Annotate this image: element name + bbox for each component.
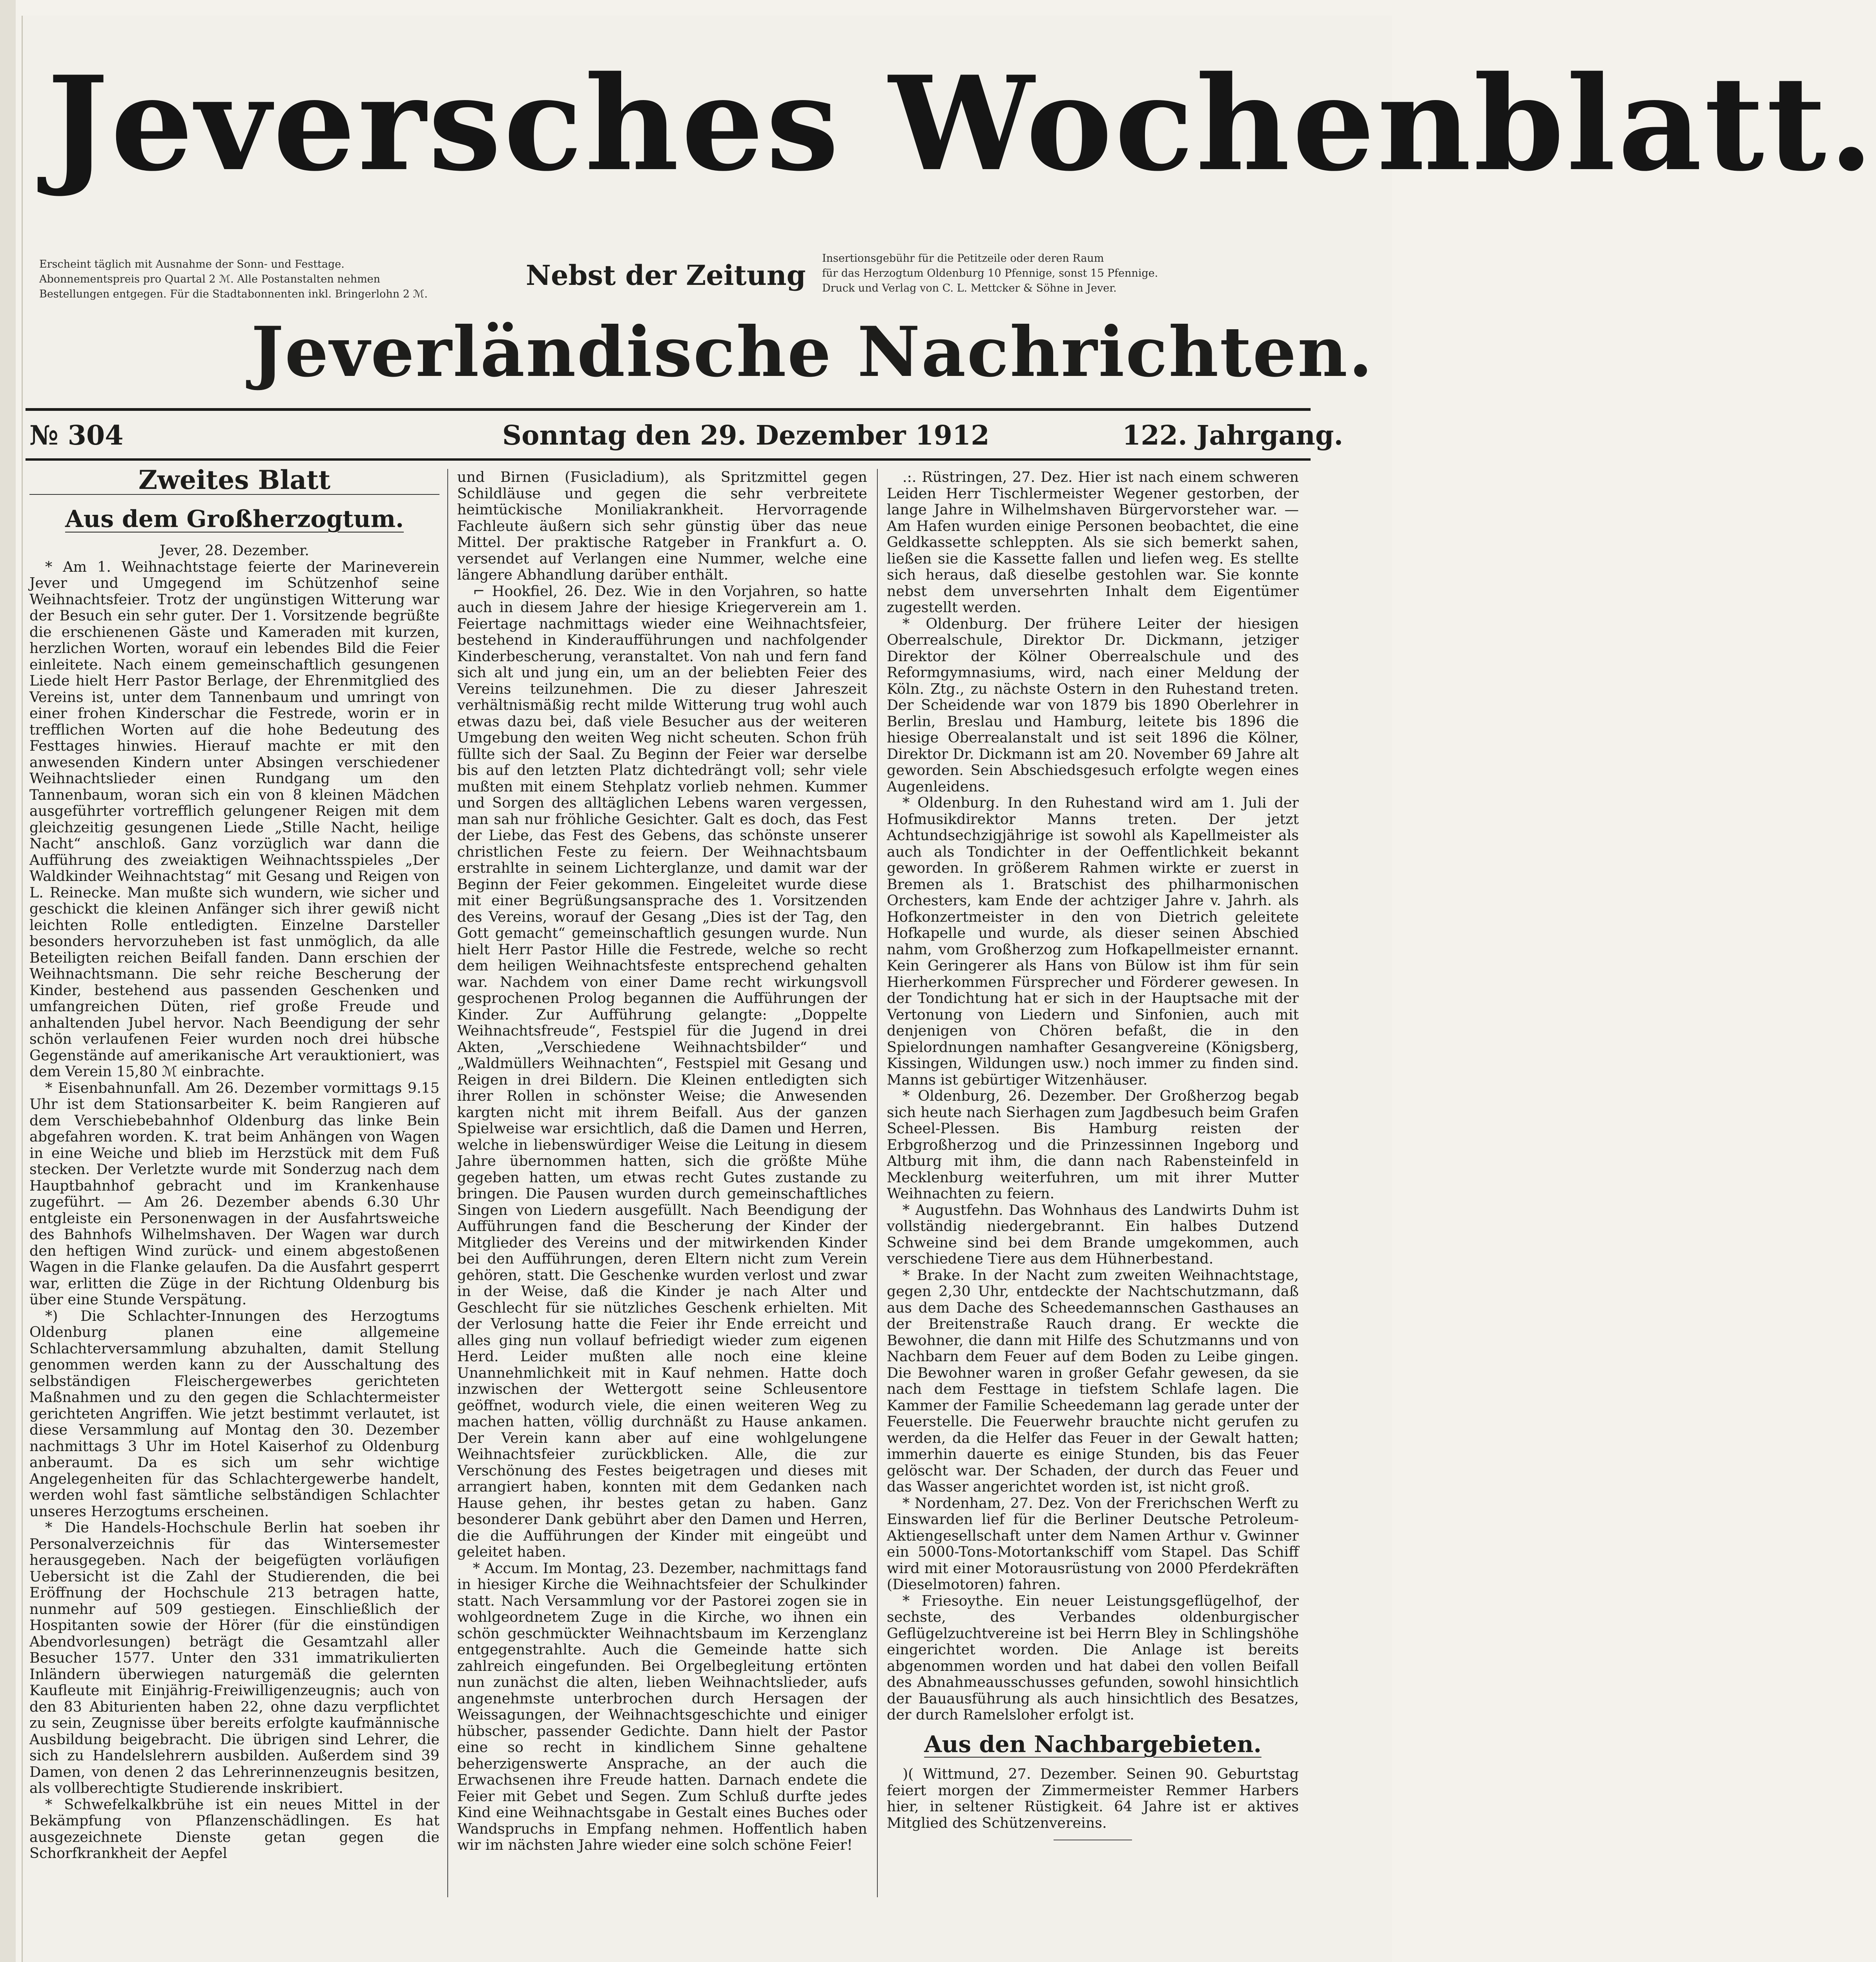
article-paragraph: * Oldenburg. Der frühere Leiter der hiesigen Oberrealschule, Direktor Dr. Dickmann, jetziger Direktor der Kölner Oberrealschule und des Reformgymnasiums, wird, nach einer Meldung der Köln. Ztg., zu nächste Ostern in den Ruhestand treten. Der Scheidende war von 1879 bis 1890 Oberlehrer in Berlin, Breslau und Hamburg, leitete bis 1896 die hiesige Oberrealanstalt und ist seit 1896 die Kölner, Direktor Dr. Dickmann ist am 20. November 69 Jahre alt geworden. Sein Abschiedsgesuch erfolgte wegen eines Augenleidens.	[887, 615, 1299, 795]
article-paragraph: * Accum. Im Montag, 23. Dezember, nachmittags fand in hiesiger Kirche die Weihnachtsfeier der Schulkinder statt. Nach Versammlung vor der Pastorei zogen sie in wohlgeordnetem Zuge in die Kirche, wo ihnen ein schön geschmückter Weihnachtsbaum im Kerzenglanz entgegenstrahlte. Auch die Gemeinde hatte sich zahlreich eingefunden. Bei Orgelbegleitung ertönten nun zunächst die alten, lieben Weihnachtslieder, aufs angenehmste unterbrochen durch Hersagen der Weissagungen, der Weihnachtsgeschichte und einiger hübscher, passender Gedichte. Dann hielt der Pastor eine so recht in kindlichem Sinne gehaltene beherzigenswerte Ansprache, an der auch die Erwachsenen ihre Freude hatten. Darnach endete die Feier mit Gebet und Segen. Zum Schluß durfte jedes Kind eine Weihnachtsgabe in Gestalt eines Buches oder Wandspruchs in Empfang nehmen. Hoffentlich haben wir im nächsten Jahre wieder eine solch schöne Feier!	[457, 1559, 867, 1853]
article-paragraph: * Brake. In der Nacht zum zweiten Weihnachtstage, gegen 2,30 Uhr, entdeckte der Nachtschutzmann, daß aus dem Dache des Scheedemannschen Gasthauses an der Breitenstraße Rauch drang. Er weckte die Bewohner, die dann mit Hilfe des Schutzmanns und von Nachbarn dem Feuer auf dem Boden zu Leibe gingen. Die Bewohner waren in großer Gefahr gewesen, da sie nach dem Festtage in tiefstem Schlafe lagen. Die Kammer der Familie Scheedemann lag gerade unter der Feuerstelle. Die Feuerwehr brauchte nicht gerufen zu werden, da die Helfer das Feuer in der Gewalt hatten; immerhin dauerte es einige Stunden, bis das Feuer gelöscht war. Der Schaden, der durch das Feuer und das Wasser angerichtet worden ist, ist nicht groß.	[887, 1266, 1299, 1495]
article-paragraph: * Eisenbahnunfall. Am 26. Dezember vormittags 9.15 Uhr ist dem Stationsarbeiter K. beim Rangieren auf dem Verschiebebahnhof Oldenburg das linke Bein abgefahren worden. K. trat beim Anhängen von Wagen in eine Weiche und blieb im Herzstück mit dem Fuß stecken. Der Verletzte wurde mit Sonderzug nach dem Hauptbahnhof gebracht und im Krankenhause zugeführt. — Am 26. Dezember abends 6.30 Uhr entgleiste ein Personenwagen in der Ausfahrtsweiche des Bahnhofs Wilhelmshaven. Der Wagen war durch den heftigen Wind zurück- und einem abgestoßenen Wagen in die Flanke gelaufen. Da die Ausfahrt gesperrt war, erlitten die Züge in der Richtung Oldenburg bis über eine Stunde Verspätung.	[29, 1079, 439, 1308]
insertion-info	[822, 251, 1158, 296]
scan-edge	[0, 0, 16, 1962]
article-paragraph: )( Wittmund, 27. Dezember. Seinen 90. Geburtstag feiert morgen der Zimmermeister Remmer Harbers hier, in seltener Rüstigkeit. 64 Jahre ist er aktives Mitglied des Schützenvereins.	[887, 1765, 1299, 1831]
issue-date: Sonntag den 29. Dezember 1912	[502, 420, 990, 451]
article-paragraph: * Friesoythe. Ein neuer Leistungsgeflügelhof, der sechste, des Verbandes oldenburgischer Geflügelzuchtvereine ist bei Herrn Bley in Schlingshöhe eingerichtet worden. Die Anlage ist bereits abgenommen worden und hat dabei den vollen Beifall des Abnahmeausschusses gefunden, sowohl hinsichtlich der Bauausführung als auch hinsichtlich des Besatzes, der durch Ramelsloher erfolgt ist.	[887, 1592, 1299, 1723]
issue-year: 122. Jahrgang.	[1122, 420, 1344, 451]
column-3	[887, 469, 1299, 1893]
column-1	[29, 465, 439, 1893]
column-2	[457, 469, 867, 1893]
column-divider	[877, 469, 878, 1897]
masthead-title: Jeversches Wochenblatt.	[47, 47, 1876, 200]
article-paragraph: * Am 1. Weihnachtstage feierte der Marineverein Jever und Umgegend im Schützenhof seine Weihnachtsfeier. Trotz der ungünstigen Witterung war der Besuch ein sehr guter. Der 1. Vorsitzende begrüßte die erschienenen Gäste und Kameraden mit kurzen, herzlichen Worten, worauf ein lebendes Bild die Feier einleitete. Nach einem gemeinschaftlich gesungenen Liede hielt Herr Pastor Berlage, der Ehrenmitglied des Vereins ist, unter dem Tannenbaum und umringt von einer frohen Kinderschar die Festrede, worin er in trefflichen Worten auf die hohe Bedeutung des Festtages hinwies. Hierauf machte er mit den anwesenden Kindern unter Absingen verschiedener Weihnachtslieder einen Rundgang um den Tannenbaum, woran sich ein von 8 kleinen Mädchen ausgeführter vortrefflich gelungener Reigen mit dem gleichzeitig gesungenen Liede „Stille Nacht, heilige Nacht“ anschloß. Ganz vorzüglich war dann die Aufführung des zweiaktigen Weihnachtsspieles „Der Waldkinder Weihnachtstag“ mit Gesang und Reigen von L. Reinecke. Man mußte sich wundern, wie sicher und geschickt die kleinen Anfänger sich ihrer gewiß nicht leichten Rolle entledigten. Einzelne Darsteller besonders hervorzuheben ist fast unmöglich, da alle Beteiligten reichen Beifall fanden. Dann erschien der Weihnachtsmann. Die sehr reiche Bescherung der Kinder, bestehend aus passenden Geschenken und umfangreichen Düten, rief große Freude und anhaltenden Jubel hervor. Nach Beendigung der sehr schön verlaufenen Feier wurden noch drei hübsche Gegenstände auf amerikanische Art verauktioniert, was dem Verein 15,80 ℳ einbrachte.	[29, 558, 439, 1080]
subscription-line: Bestellungen entgegen. Für die Stadtabonnenten inkl. Bringerlohn 2 ℳ.	[39, 288, 428, 300]
article-paragraph: * Schwefelkalkbrühe ist ein neues Mittel in der Bekämpfung von Pflanzenschädlingen. Es hat ausgezeichnete Dienste getan gegen die Schorfkrankheit der Aepfel	[29, 1796, 439, 1862]
masthead-subtitle: Jeverländische Nachrichten.	[251, 312, 1374, 392]
article-paragraph: * Die Handels-Hochschule Berlin hat soeben ihr Personalverzeichnis für das Wintersemester herausgegeben. Nach der beigefügten vorläufigen Uebersicht ist die Zahl der Studierenden, die bei Eröffnung der Hochschule 213 betragen hatte, nunmehr auf 509 gestiegen. Einschließlich der Hospitanten sowie der Hörer (für die einstündigen Abendvorlesungen) beträgt die Gesamtzahl aller Besucher 1577. Unter den 331 immatrikulierten Inländern überwiegen naturgemäß die gelernten Kaufleute mit Einjährig-Freiwilligenzeugnis; auch von den 83 Abiturienten haben 22, ohne dazu verpflichtet zu sein, Zeugnisse über bereits erfolgte kaufmännische Ausbildung beigebracht. Die übrigen sind Lehrer, die sich zu Handelslehrern ausbilden. Außerdem sind 39 Damen, von denen 2 das Lehrerinnenzeugnis besitzen, als vollberechtigte Studierende inskribiert.	[29, 1519, 439, 1796]
section-heading: Aus dem Großherzogtum.	[65, 505, 404, 533]
issue-number: № 304	[29, 420, 124, 451]
article-paragraph: * Oldenburg, 26. Dezember. Der Großherzog begab sich heute nach Sierhagen zum Jagdbesuch beim Grafen Scheel-Plessen. Bis Hamburg reisten der Erbgroßherzog und die Prinzessinnen Ingeborg und Altburg mit ihm, die dann nach Rabensteinfeld in Mecklenburg weiterfuhren, um mit ihrer Mutter Weihnachten zu feiern.	[887, 1087, 1299, 1202]
subscription-line: Abonnementspreis pro Quartal 2 ℳ. Alle Postanstalten nehmen	[39, 273, 381, 285]
section-heading: Aus den Nachbargebieten.	[924, 1730, 1262, 1758]
subscription-info	[39, 257, 428, 302]
masthead-rule-top	[26, 408, 1311, 411]
insertion-line: Druck und Verlag von C. L. Mettcker & Söhne in Jever.	[822, 282, 1117, 294]
article-paragraph: ⌐ Hookfiel, 26. Dez. Wie in den Vorjahren, so hatte auch in diesem Jahre der hiesige Kriegerverein am 1. Feiertage nachmittags wieder eine Weihnachtsfeier, bestehend in Kinderaufführungen und nachfolgender Kinderbescherung, veranstaltet. Von nah und fern fand sich alt und jung ein, um an der beliebten Feier des Vereins teilzunehmen. Die zu dieser Jahreszeit verhältnismäßig recht milde Witterung trug wohl auch etwas dazu bei, daß viele Besucher aus der weiteren Umgebung den weiten Weg nicht scheuten. Schon früh füllte sich der Saal. Zu Beginn der Feier war derselbe bis auf den letzten Platz dichtedrängt voll; sehr viele mußten mit einem Stehplatz vorlieb nehmen. Kummer und Sorgen des alltäglichen Lebens waren vergessen, man sah nur fröhliche Gesichter. Galt es doch, das Fest der Liebe, das Fest des Gebens, das schönste unserer christlichen Feste zu feiern. Der Weihnachtsbaum erstrahlte in seinem Lichterglanze, und damit war der Beginn der Feier gekommen. Eingeleitet wurde diese mit einer Begrüßungsansprache des 1. Vorsitzenden des Vereins, worauf der Gesang „Dies ist der Tag, den Gott gemacht“ gemeinschaftlich gesungen wurde. Nun hielt Herr Pastor Hille die Festrede, welche so recht dem heiligen Weihnachtsfeste entsprechend gehalten war. Nachdem von einer Dame recht wirkungsvoll gesprochenen Prolog begannen die Aufführungen der Kinder. Zur Aufführung gelangte: „Doppelte Weihnachtsfreude“, Festspiel für die Jugend in drei Akten, „Verschiedene Weihnachtsbilder“ und „Waldmüllers Weihnachten“, Festspiel mit Gesang und Reigen in drei Bildern. Die Kleinen entledigten sich ihrer Rollen in schönster Weise; die Anwesenden kargten nicht mit ihrem Beifall. Aus der ganzen Spielweise war ersichtlich, daß die Damen und Herren, welche in liebenswürdiger Weise die Leitung in diesem Jahre übernommen hatten, sich die größte Mühe gegeben hatten, um etwas recht Gutes zustande zu bringen. Die Pausen wurden durch gemeinschaftliches Singen von Liedern ausgefüllt. Nach Beendigung der Aufführungen fand die Bescherung der Kinder der Mitglieder des Vereins und der mitwirkenden Kinder bei den Aufführungen, deren Eltern nicht zum Verein gehören, statt. Die Geschenke wurden verlost und zwar in der Weise, daß die Kinder je nach Alter und Geschlecht für sie nützliches Geschenk erhielten. Mit der Verlosung hatte die Feier ihr Ende erreicht und alles ging nun vollauf befriedigt wieder zum eigenen Herd. Leider mußten alle noch eine kleine Unannehmlichkeit mit in Kauf nehmen. Hatte doch inzwischen der Wettergott seine Schleusentore geöffnet, wodurch viele, die einen weiteren Weg zu machen hatten, völlig durchnäßt zu Hause ankamen. Der Verein kann aber auf eine wohlgelungene Weihnachtsfeier zurückblicken. Alle, die zur Verschönung des Festes beigetragen und dieses mit arrangiert haben, konnten mit dem Gedanken nach Hause gehen, ihr bestes getan zu haben. Ganz besonderer Dank gebührt aber den Damen und Herren, die die Aufführungen der Kinder mit eingeübt und geleitet haben.	[457, 582, 867, 1560]
article-paragraph: und Birnen (Fusicladium), als Spritzmittel gegen Schildläuse und gegen die sehr verbreitete heimtückische Moniliakrankheit. Hervorragende Fachleute äußern sich sehr günstig über das neue Mittel. Der praktische Ratgeber in Frankfurt a. O. versendet auf Verlangen eine Nummer, welche eine längere Abhandlung darüber enthält.	[457, 469, 867, 583]
article-paragraph: .:. Rüstringen, 27. Dez. Hier ist nach einem schweren Leiden Herr Tischlermeister Wegener gestorben, der lange Jahre in Wilhelmshaven Bürgervorsteher war. — Am Hafen wurden einige Personen beobachtet, die eine Geldkassette schleppten. Als sie sich bemerkt sahen, ließen sie die Kassette fallen und liefen weg. Es stellte sich heraus, daß dieselbe gestohlen war. Sie konnte nebst dem unversehrten Inhalt dem Eigentümer zugestellt werden.	[887, 469, 1299, 616]
article-paragraph: *) Die Schlachter-Innungen des Herzogtums Oldenburg planen eine allgemeine Schlachterversammlung abzuhalten, damit Stellung genommen werden kann zu der Ausschaltung des selbständigen Fleischergewerbes gerichteten Maßnahmen und zu den gegen die Schlachtermeister gerichteten Angriffen. Wie jetzt bestimmt verlautet, ist diese Versammlung auf Montag den 30. Dezember nachmittags 3 Uhr im Hotel Kaiserhof zu Oldenburg anberaumt. Da es sich um sehr wichtige Angelegenheiten für das Schlachtergewerbe handelt, werden wohl fast sämtliche selbständigen Schlachter unseres Herzogtums erscheinen.	[29, 1307, 439, 1520]
insertion-line: Insertionsgebühr für die Petitzeile oder deren Raum	[822, 252, 1104, 264]
article-paragraph: * Nordenham, 27. Dez. Von der Frerichschen Werft zu Einswarden lief für die Berliner Deutsche Petroleum-Aktiengesellschaft unter dem Namen Arthur v. Gwinner ein 5000-Tons-Motortankschiff vom Stapel. Das Schiff wird mit einer Motorausrüstung von 2000 Pferdekräften (Dieselmotoren) fahren.	[887, 1494, 1299, 1593]
insertion-line: für das Herzogtum Oldenburg 10 Pfennige, sonst 15 Pfennige.	[822, 267, 1158, 279]
subscription-line: Erscheint täglich mit Ausnahme der Sonn- und Festtage.	[39, 258, 345, 270]
article-paragraph: * Augustfehn. Das Wohnhaus des Landwirts Duhm ist vollständig niedergebrannt. Ein halbes Dutzend Schweine sind bei dem Brande umgekommen, auch verschiedene Tiere aus dem Hühnerbestand.	[887, 1201, 1299, 1267]
nebst-der-zeitung: Nebst der Zeitung	[526, 259, 806, 292]
dateline: Jever, 28. Dezember.	[159, 542, 310, 559]
zweites-blatt-heading: Zweites Blatt	[138, 465, 331, 495]
column-divider	[447, 469, 448, 1897]
masthead-rule-bottom	[26, 458, 1311, 461]
article-paragraph: * Oldenburg. In den Ruhestand wird am 1. Juli der Hofmusikdirektor Manns treten. Der jetzt Achtundsechzigjährige ist sowohl als Kapellmeister als auch als Tondichter in der Oeffentlichkeit bekannt geworden. In größerem Rahmen wirkte er zuerst in Bremen als 1. Bratschist des philharmonischen Orchesters, kam Ende der achtziger Jahre v. Jahrh. als Hofkonzertmeister in den von Dietrich geleitete Hofkapelle und wurde, als dieser seinen Abschied nahm, vom Großherzog zum Hofkapellmeister ernannt. Kein Geringerer als Hans von Bülow ist ihm für sein Hierherkommen Fürsprecher und Förderer gewesen. In der Tondichtung hat er sich in der Hauptsache mit der Vertonung von Liedern und Sinfonien, auch mit denjenigen von Chören befaßt, die in den Spielordnungen namhafter Gesangvereine (Königsberg, Kissingen, Wildungen usw.) noch immer zu finden sind. Manns ist gebürtiger Witzenhäuser.	[887, 794, 1299, 1088]
